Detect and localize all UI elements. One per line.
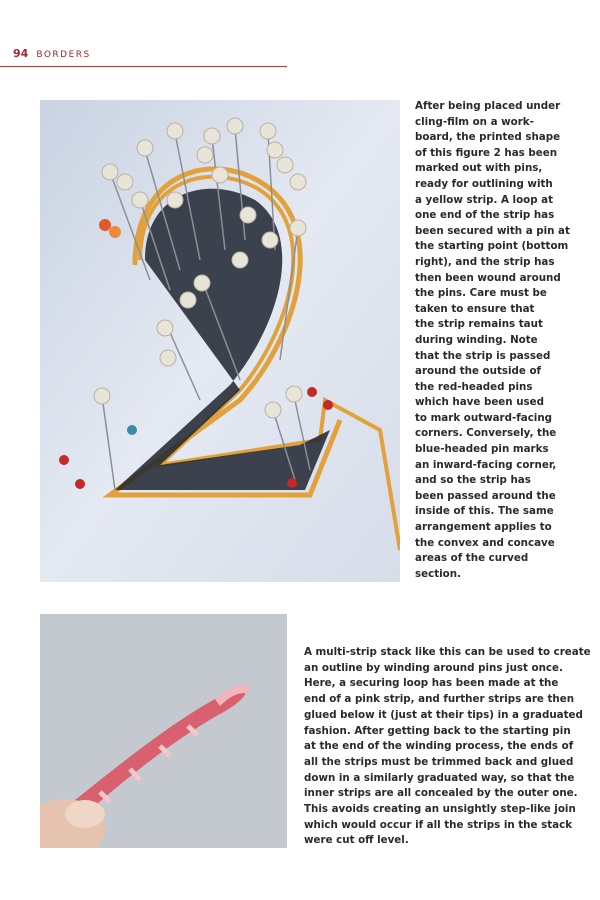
caption-line: blue-headed pin marks	[415, 443, 549, 456]
caption-line: were cut off level.	[304, 834, 409, 847]
caption-strip-stack	[304, 645, 591, 849]
caption-line: board, the printed shape	[415, 131, 561, 144]
caption-line: Here, a securing loop has been made at the	[304, 677, 559, 690]
caption-line: fashion. After getting back to the starting pin	[304, 724, 571, 737]
section-title: BORDERS	[36, 50, 91, 60]
caption-line: an inward-facing corner,	[415, 458, 557, 471]
caption-line: taken to ensure that	[415, 302, 535, 315]
caption-line: A multi-strip stack like this can be used to create	[304, 646, 591, 658]
caption-figure-two	[415, 99, 570, 582]
caption-line: This avoids creating an unsightly step-like join	[304, 803, 576, 816]
caption-line: ready for outlining with	[415, 177, 553, 190]
caption-line: section.	[415, 567, 461, 580]
caption-line: the pins. Care must be	[415, 287, 547, 300]
caption-line: arrangement applies to	[415, 521, 552, 534]
caption-line: right), and the strip has	[415, 255, 555, 268]
caption-line: corners. Conversely, the	[415, 427, 557, 440]
caption-line: the strip remains taut	[415, 318, 543, 331]
page-number: 94	[13, 47, 29, 60]
caption-line: during winding. Note	[415, 333, 538, 346]
caption-line: the starting point (bottom	[415, 240, 569, 253]
caption-line: which have been used	[415, 396, 545, 409]
caption-line: been secured with a pin at	[415, 224, 570, 237]
caption-line: that the strip is passed	[415, 349, 551, 362]
caption-line: After being placed under	[415, 100, 561, 112]
caption-line: of this figure 2 has been	[415, 146, 558, 159]
caption-line: to mark outward-facing	[415, 411, 553, 424]
caption-line: all the strips must be trimmed back and glued	[304, 755, 574, 768]
caption-line: which would occur if all the strips in the stack	[304, 818, 573, 831]
caption-line: the convex and concave	[415, 536, 555, 549]
caption-line: the red-headed pins	[415, 380, 533, 393]
caption-line: been passed around the	[415, 489, 556, 502]
photo-pinned-figure-two	[40, 100, 400, 582]
caption-line: an outline by winding around pins just once.	[304, 661, 563, 674]
header-rule	[0, 66, 287, 67]
caption-line: around the outside of	[415, 365, 542, 378]
running-header	[13, 47, 91, 60]
caption-line: inside of this. The same	[415, 505, 554, 518]
photo-multi-strip-stack	[40, 614, 287, 848]
caption-line: end of a pink strip, and further strips are then	[304, 693, 575, 706]
caption-line: glued below it (just at their tips) in a graduated	[304, 708, 583, 721]
caption-line: marked out with pins,	[415, 162, 543, 175]
caption-line: cling-film on a work-	[415, 115, 534, 128]
caption-line: inner strips are all concealed by the outer one.	[304, 787, 578, 800]
caption-line: one end of the strip has	[415, 209, 555, 222]
caption-line: and so the strip has	[415, 474, 531, 487]
caption-line: then been wound around	[415, 271, 561, 284]
caption-line: areas of the curved	[415, 552, 529, 565]
caption-line: at the end of the winding process, the ends of	[304, 740, 574, 753]
caption-line: down in a similarly graduated way, so that the	[304, 771, 575, 784]
caption-line: a yellow strip. A loop at	[415, 193, 554, 206]
